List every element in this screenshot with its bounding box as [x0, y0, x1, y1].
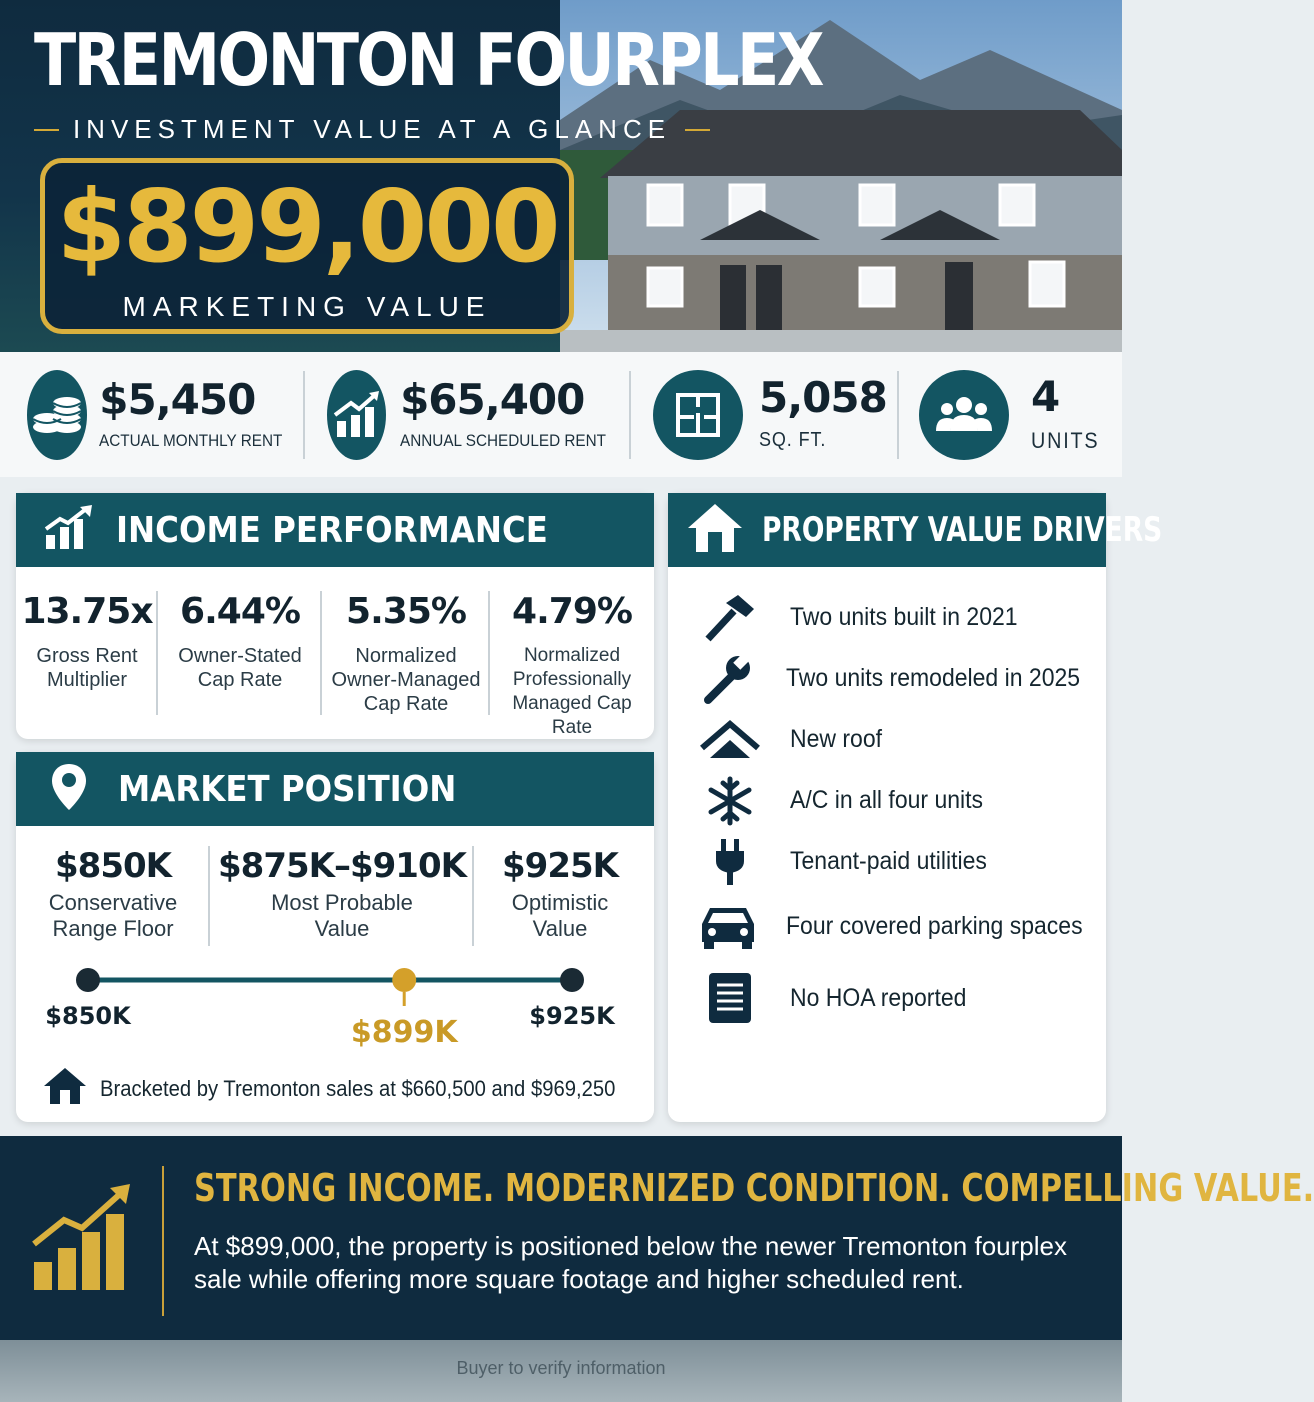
market-note — [42, 1066, 660, 1111]
market-most-probable — [210, 846, 474, 942]
market-values — [16, 826, 654, 942]
market-position-header — [16, 752, 654, 826]
metric-professionally-managed-cap-rate — [490, 591, 654, 740]
market-label-line: Conservative — [48, 890, 178, 915]
stat-value: 5,058 — [759, 373, 887, 422]
bar-chart-icon — [44, 505, 94, 556]
gold-rule-left — [34, 129, 59, 131]
list-item — [698, 709, 1106, 770]
metric-value: 6.44% — [180, 591, 300, 632]
stats-bar — [0, 352, 1122, 477]
market-value: $875K–$910K — [218, 846, 466, 886]
metric-label-line: Managed Cap Rate — [512, 693, 632, 738]
metric-label — [158, 644, 322, 692]
income-performance-card — [16, 493, 654, 739]
metric-label-line: Normalized — [523, 645, 621, 666]
metric-label-line: Cap Rate — [363, 693, 449, 715]
metric-gross-rent-multiplier — [16, 591, 158, 740]
coins-icon — [27, 370, 87, 460]
subtitle: INVESTMENT VALUE AT A GLANCE — [72, 114, 672, 144]
section-title: PROPERTY VALUE DRIVERS — [762, 510, 1163, 550]
stat-value: $5,450 — [99, 374, 256, 424]
banner-body: At $899,000, the property is positioned below the newer Tremonton fourplex sale while offering more square footage and higher scheduled rent. — [194, 1231, 1067, 1294]
market-label — [210, 890, 474, 942]
metric-value: 4.79% — [512, 591, 632, 632]
market-value: $850K — [55, 846, 171, 886]
property-value-drivers-header — [668, 493, 1163, 567]
divider — [629, 371, 631, 459]
document-icon — [698, 973, 762, 1023]
page-title: TREMONTON FOURPLEX — [34, 18, 822, 102]
stat-label: ANNUAL SCHEDULED RENT — [400, 430, 607, 450]
stat-label: UNITS — [1031, 427, 1100, 453]
list-item — [698, 770, 1106, 831]
stat-annual-rent — [327, 352, 629, 477]
banner-divider — [162, 1166, 164, 1316]
range-high-label: $925K — [529, 1002, 615, 1030]
stat-monthly-rent — [27, 352, 303, 477]
range-marker-dot — [392, 968, 416, 992]
market-label-line: Range Floor — [52, 916, 174, 941]
market-label-line: Value — [314, 916, 370, 941]
subtitle-row — [34, 114, 710, 145]
summary-banner — [0, 1136, 1314, 1340]
hero — [0, 0, 1122, 352]
driver-text: No HOA reported — [790, 983, 967, 1012]
market-optimistic — [474, 846, 646, 942]
divider — [897, 371, 899, 459]
stat-value: 4 — [1031, 371, 1060, 421]
location-pin-icon — [50, 762, 88, 817]
driver-text: Two units built in 2021 — [790, 603, 1018, 631]
metric-label-line: Multiplier — [46, 669, 128, 691]
property-value-drivers-card — [668, 493, 1163, 1122]
bar-growth-icon — [327, 370, 386, 460]
range-high-dot — [560, 968, 584, 992]
hammer-icon — [698, 593, 762, 643]
driver-text: Two units remodeled in 2025 — [786, 664, 1081, 692]
market-value: $925K — [502, 846, 618, 886]
car-icon — [698, 901, 758, 951]
metric-label — [322, 644, 490, 716]
metric-value: 5.35% — [346, 591, 466, 632]
people-icon — [919, 370, 1009, 460]
marketing-price-label: MARKETING VALUE — [122, 291, 492, 322]
marketing-price: $899,000 — [56, 168, 558, 285]
range-low-dot — [76, 968, 100, 992]
market-label-line: Value — [532, 916, 588, 941]
gold-rule-right — [685, 129, 710, 131]
plug-icon — [698, 837, 762, 887]
section-title: MARKET POSITION — [118, 768, 457, 810]
income-metrics — [16, 567, 654, 740]
stat-units — [919, 352, 1107, 477]
metric-label — [490, 644, 654, 740]
value-range-scale — [16, 962, 654, 1062]
metric-label — [16, 644, 158, 692]
list-item — [698, 648, 1106, 709]
metric-label-line: Normalized — [355, 645, 457, 667]
range-low-label: $850K — [45, 1002, 131, 1030]
snowflake-icon — [698, 776, 762, 826]
wrench-icon — [698, 654, 758, 704]
market-label-line: Optimistic — [511, 890, 609, 915]
footer — [0, 1340, 1122, 1402]
metric-value: 13.75x — [21, 591, 153, 632]
driver-text: New roof — [790, 725, 883, 753]
metric-label-line: Gross Rent — [36, 645, 138, 667]
metric-owner-stated-cap-rate — [158, 591, 322, 740]
list-item — [698, 960, 1106, 1036]
stat-label: ACTUAL MONTHLY RENT — [99, 430, 283, 450]
metric-label-line: Cap Rate — [197, 669, 283, 691]
drivers-list — [668, 567, 1106, 1036]
income-performance-header — [16, 493, 654, 567]
metric-label-line: Owner-Stated — [178, 645, 302, 667]
range-marker-label: $899K — [350, 1015, 458, 1050]
market-label — [16, 890, 210, 942]
footer-disclaimer: Buyer to verify information — [456, 1358, 666, 1378]
stat-square-feet — [653, 352, 897, 477]
market-note-text: Bracketed by Tremonton sales at $660,500 and $969,250 — [100, 1075, 616, 1101]
market-position-card — [16, 752, 654, 1122]
divider — [303, 371, 305, 459]
market-conservative — [16, 846, 210, 942]
stat-label: SQ. FT. — [759, 429, 827, 451]
section-title: INCOME PERFORMANCE — [116, 509, 548, 551]
roof-icon — [698, 715, 762, 765]
list-item — [698, 587, 1106, 648]
price-box — [40, 158, 574, 334]
stat-value: $65,400 — [400, 374, 585, 424]
driver-text: Four covered parking spaces — [786, 911, 1083, 940]
list-item — [698, 831, 1106, 892]
driver-text: Tenant-paid utilities — [790, 847, 987, 875]
driver-text: A/C in all four units — [790, 786, 984, 814]
banner-headline: STRONG INCOME. MODERNIZED CONDITION. COMPELLING VALUE. — [194, 1166, 1314, 1210]
list-item — [698, 892, 1106, 960]
gold-growth-chart-icon — [30, 1184, 134, 1299]
metric-owner-managed-cap-rate — [322, 591, 490, 740]
market-label — [474, 890, 646, 942]
home-icon — [686, 502, 744, 559]
market-label-line: Most Probable — [271, 890, 413, 915]
floor-plan-icon — [653, 370, 743, 460]
metric-label-line: Professionally — [512, 669, 632, 690]
house-icon — [42, 1066, 88, 1111]
metric-label-line: Owner-Managed — [331, 669, 481, 691]
